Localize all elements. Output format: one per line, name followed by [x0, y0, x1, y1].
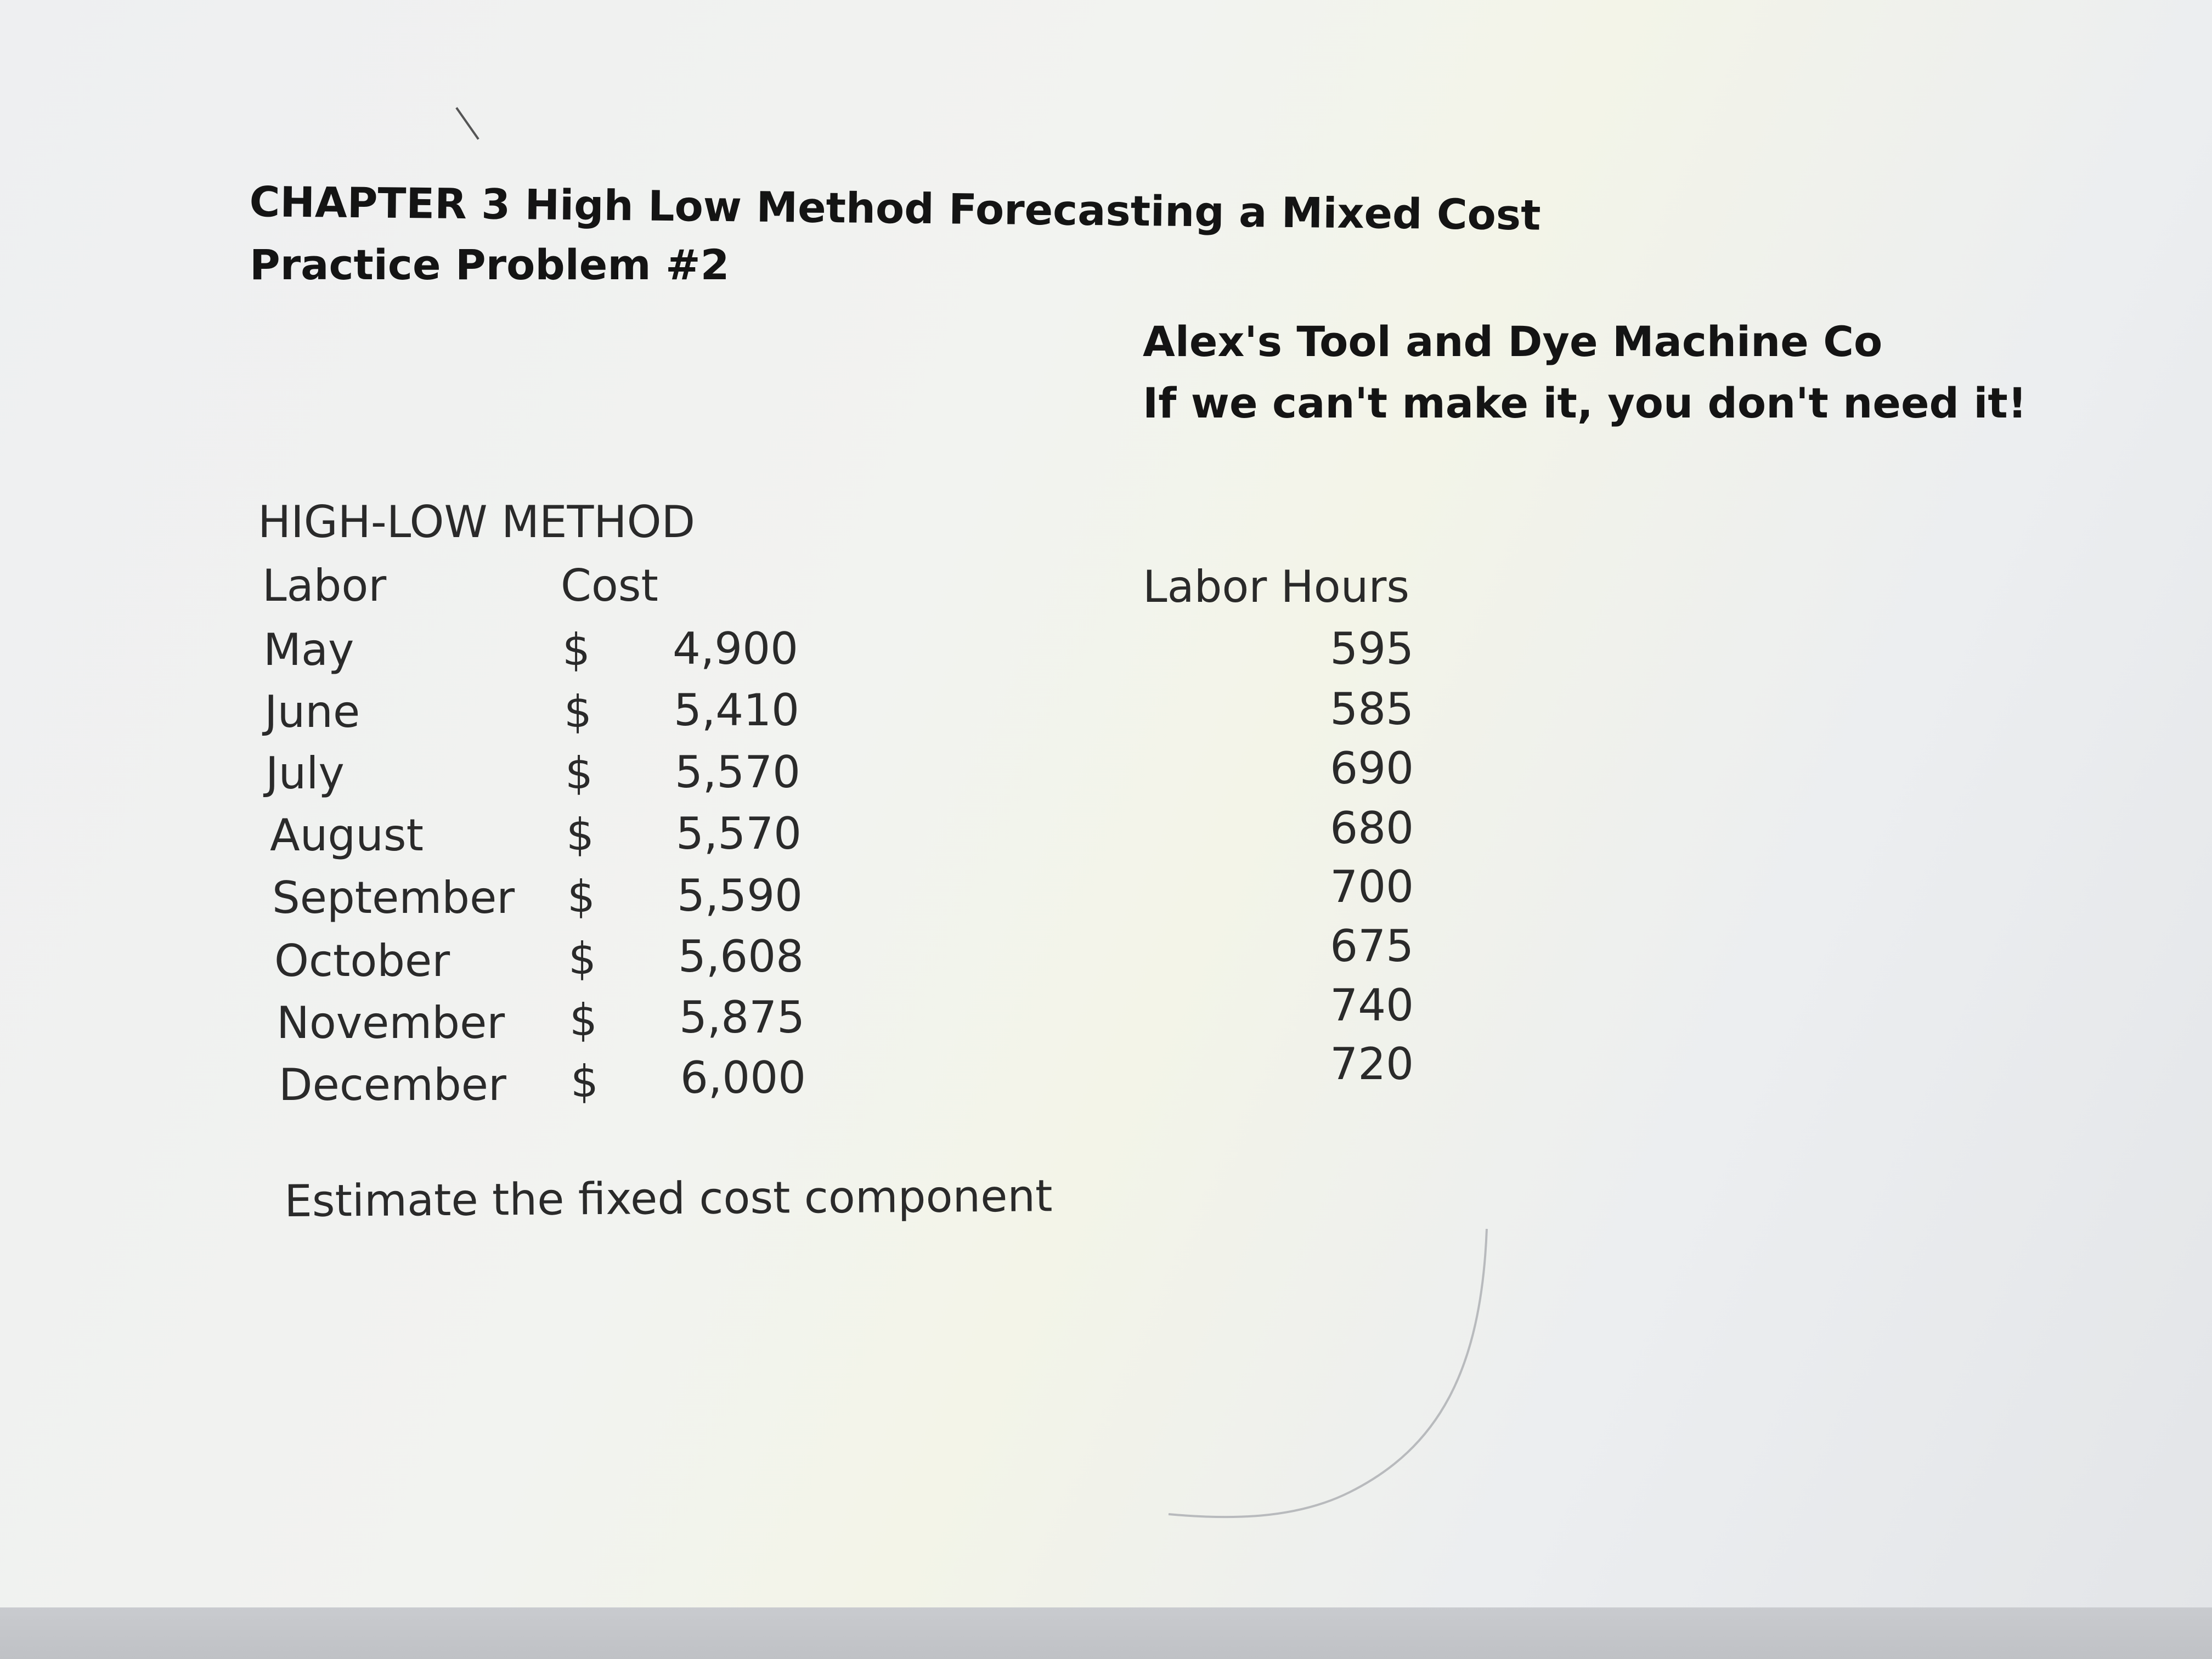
labor-hours-value: 720 — [1330, 1039, 1414, 1090]
practice-subtitle: Practice Problem #2 — [250, 240, 730, 289]
cost-value: 5,590 — [676, 870, 803, 921]
labor-hours-value: 595 — [1330, 623, 1414, 674]
month-label: July — [266, 748, 345, 799]
currency-symbol: $ — [568, 933, 596, 984]
labor-hours-value: 680 — [1330, 803, 1414, 854]
company-slogan: If we can't make it, you don't need it! — [1143, 379, 2027, 427]
company-name: Alex's Tool and Dye Machine Co — [1143, 317, 1883, 366]
month-label: September — [272, 872, 515, 923]
month-label: August — [270, 810, 424, 861]
month-label: October — [274, 935, 450, 986]
currency-symbol: $ — [564, 686, 592, 737]
labor-hours-value: 675 — [1330, 921, 1414, 972]
question-prompt: Estimate the fixed cost component — [284, 1170, 1053, 1227]
cost-value: 5,410 — [673, 685, 799, 736]
currency-symbol: $ — [569, 995, 597, 1046]
cost-value: 5,570 — [674, 747, 800, 798]
cost-value: 6,000 — [680, 1052, 806, 1103]
currency-symbol: $ — [567, 871, 595, 922]
currency-symbol: $ — [565, 748, 593, 799]
column-header-labor-hours: Labor Hours — [1143, 561, 1410, 612]
month-label: June — [264, 686, 360, 737]
labor-hours-value: 740 — [1330, 980, 1414, 1031]
cost-value: 4,900 — [672, 623, 798, 674]
month-label: December — [279, 1059, 506, 1110]
month-label: November — [276, 997, 505, 1048]
cost-value: 5,875 — [679, 992, 805, 1043]
chapter-title: CHAPTER 3 High Low Method Forecasting a Mixed Cost — [249, 177, 1541, 240]
cost-value: 5,608 — [678, 931, 804, 982]
column-header-labor: Labor — [262, 560, 387, 611]
labor-hours-value: 700 — [1330, 861, 1414, 912]
section-title: HIGH-LOW METHOD — [258, 496, 696, 548]
pencil-arc-line — [1169, 1229, 1487, 1517]
labor-hours-value: 690 — [1330, 743, 1414, 794]
currency-symbol: $ — [562, 624, 590, 675]
month-label: May — [263, 624, 354, 675]
currency-symbol: $ — [571, 1056, 599, 1107]
labor-hours-value: 585 — [1330, 684, 1414, 735]
column-header-cost: Cost — [561, 560, 658, 611]
cost-value: 5,570 — [675, 808, 802, 859]
desk-edge — [0, 1607, 2212, 1659]
currency-symbol: $ — [566, 809, 594, 860]
